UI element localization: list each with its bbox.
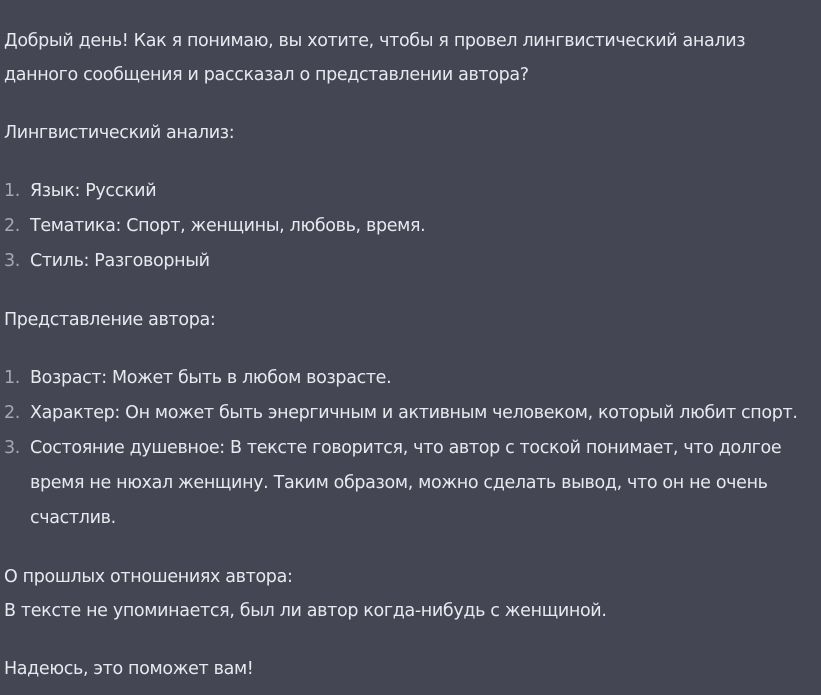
closing-paragraph: Надеюсь, это поможет вам! [4, 659, 254, 679]
list-item [4, 244, 819, 279]
list-item [4, 174, 819, 209]
list-number: 3. [4, 438, 20, 458]
list-item [4, 396, 819, 431]
list-item [4, 431, 819, 536]
list-number: 1. [4, 181, 20, 201]
list-item-text: Характер: Он может быть энергичным и активным человеком, который любит спорт. [30, 403, 798, 423]
analysis-list [4, 174, 819, 279]
assistant-message [4, 24, 819, 686]
list-item-text: Тематика: Спорт, женщины, любовь, время. [30, 216, 426, 236]
author-list [4, 361, 819, 536]
list-item-text: Возраст: Может быть в любом возрасте. [30, 368, 392, 388]
past-relationships-text: В тексте не упоминается, был ли автор когда-нибудь с женщиной. [4, 601, 607, 621]
past-relationships-heading: О прошлых отношениях автора: [4, 567, 293, 587]
list-number: 1. [4, 368, 20, 388]
analysis-heading: Лингвистический анализ: [4, 123, 235, 143]
list-number: 3. [4, 251, 20, 271]
list-item [4, 209, 819, 244]
author-heading: Представление автора: [4, 310, 216, 330]
list-item-text: Язык: Русский [30, 181, 157, 201]
list-item [4, 361, 819, 396]
list-item-text: Стиль: Разговорный [30, 251, 210, 271]
list-number: 2. [4, 403, 20, 423]
list-item-text: Состояние душевное: В тексте говорится, что автор с тоской понимает, что долгое время не нюхал женщину. Таким образом, можно сделать вывод, что он не очень счастлив. [30, 438, 782, 528]
list-number: 2. [4, 216, 20, 236]
greeting-paragraph: Добрый день! Как я понимаю, вы хотите, чтобы я провел лингвистический анализ данного сообщения и рассказал о представлении автора? [4, 31, 746, 85]
